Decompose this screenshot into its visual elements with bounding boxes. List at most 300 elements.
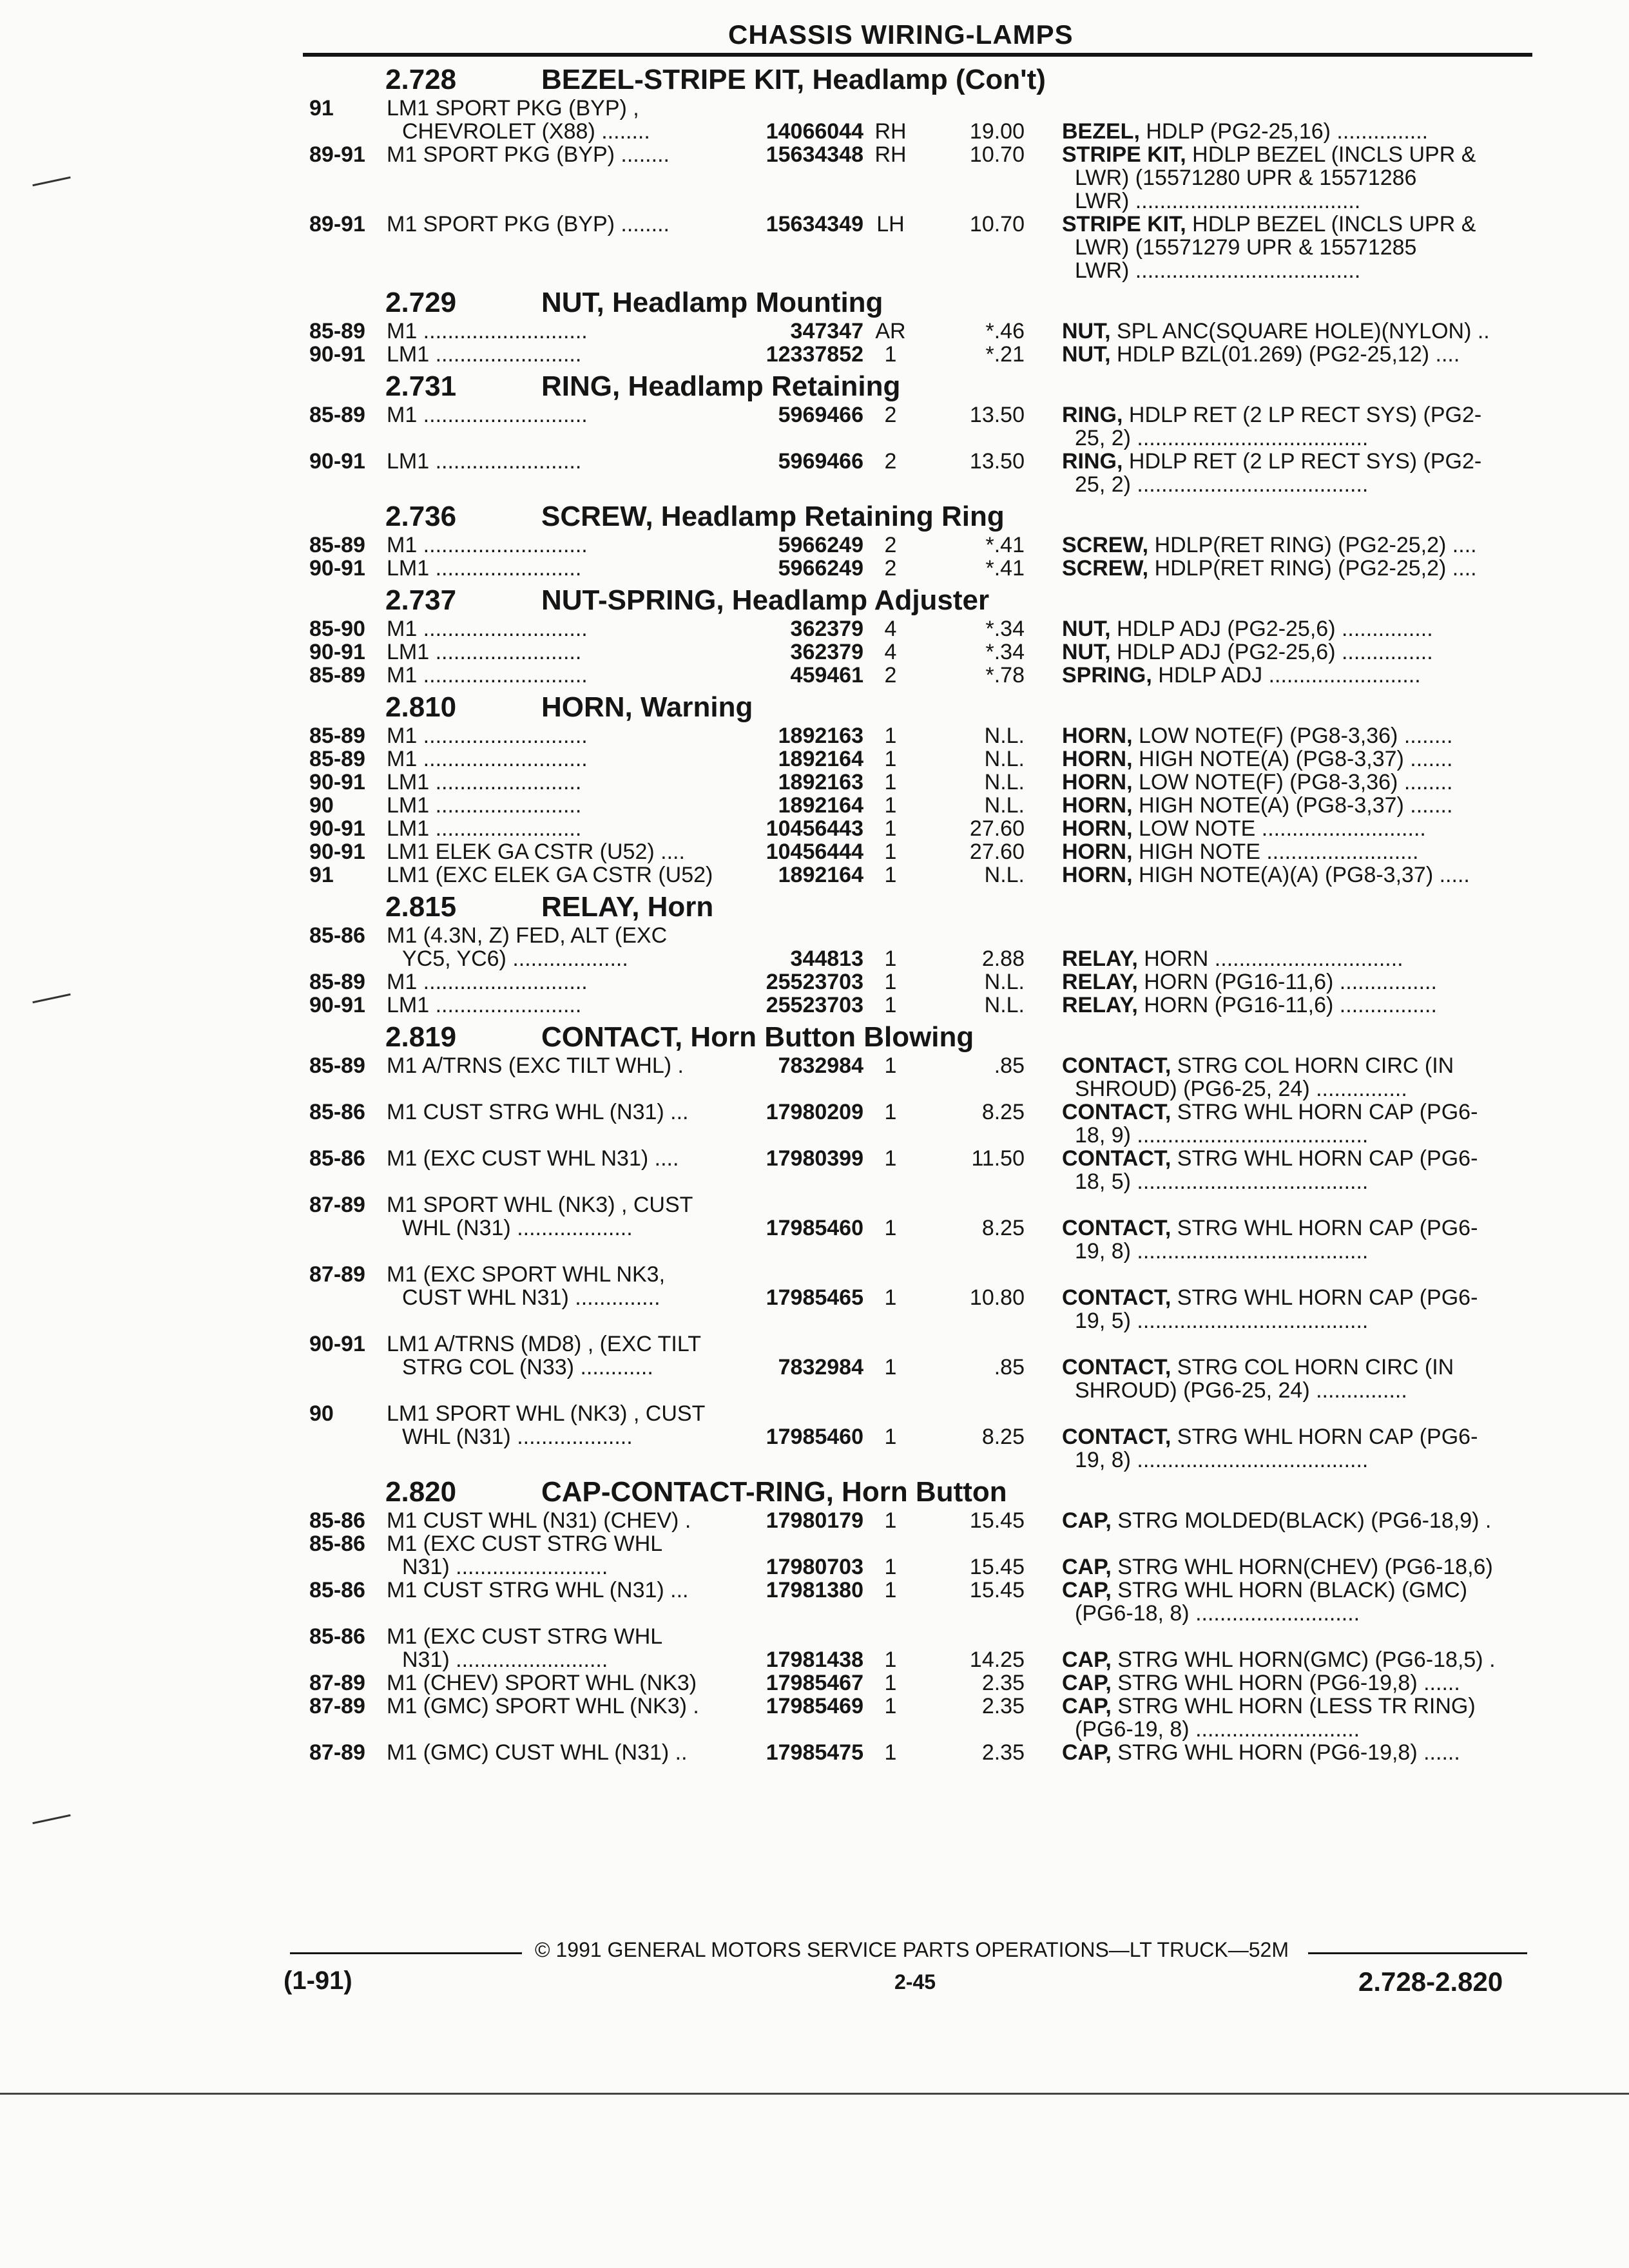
model-years: 85-86 [309, 923, 365, 948]
application: M1 CUST STRG WHL (N31) ... [387, 1579, 689, 1602]
description-detail: HDLP (PG2-25,16) ............... [1139, 120, 1429, 143]
model-years: 85-86 [309, 1146, 365, 1171]
description-detail: STRG WHL HORN(GMC) (PG6-18,5) . [1111, 1648, 1496, 1671]
part-number: 5969466 [778, 403, 863, 427]
model-years: 89-91 [309, 212, 365, 236]
description-noun: CONTACT, [1062, 1100, 1171, 1124]
quantity: 2 [884, 556, 897, 581]
description-detail: HDLP(RET RING) (PG2-25,2) .... [1148, 533, 1477, 557]
part-number: 25523703 [766, 993, 863, 1017]
part-number: 17985469 [766, 1694, 863, 1718]
application: M1 SPORT PKG (BYP) ........ [387, 213, 670, 236]
description-detail: STRG WHL HORN (PG6-19,8) ...... [1111, 1741, 1460, 1764]
model-years: 85-89 [309, 403, 365, 427]
application: M1 ........................... [387, 664, 588, 687]
section-title: NUT-SPRING, Headlamp Adjuster [541, 584, 990, 616]
description-detail: STRG COL HORN CIRC (IN [1171, 1356, 1454, 1379]
description-noun: CAP, [1062, 1671, 1112, 1695]
table-row [284, 1147, 1547, 1170]
price: 8.25 [981, 1100, 1025, 1124]
section-number: 2.728 [385, 64, 457, 95]
model-years: 90-91 [309, 993, 365, 1017]
section-heading [284, 1472, 1547, 1509]
quantity: 1 [884, 1355, 897, 1379]
table-row [284, 343, 1547, 366]
description [1062, 450, 1539, 473]
table-row [284, 1648, 1547, 1671]
quantity: 1 [884, 1694, 897, 1718]
description-noun: CONTACT, [1062, 1147, 1171, 1170]
description-noun: BEZEL, [1062, 120, 1140, 143]
quantity: 1 [884, 1146, 897, 1171]
description-continued: 18, 5) ...................................... [1075, 1170, 1369, 1193]
quantity: LH [876, 212, 905, 236]
table-row [284, 1100, 1547, 1124]
description [1062, 664, 1539, 687]
quantity: 1 [884, 947, 897, 971]
description-continued: SHROUD) (PG6-25, 24) ............... [1075, 1077, 1407, 1100]
catalog-section [284, 687, 1547, 887]
model-years: 85-86 [309, 1578, 365, 1602]
model-years: 90-91 [309, 840, 365, 864]
part-number: 17980399 [766, 1146, 863, 1171]
quantity: 4 [884, 617, 897, 641]
table-row [284, 771, 1547, 794]
table-row [284, 924, 1547, 947]
table-row [284, 1579, 1547, 1602]
description [1062, 794, 1539, 817]
price: .85 [994, 1355, 1025, 1379]
description-detail: STRG COL HORN CIRC (IN [1171, 1054, 1454, 1077]
price: 14.25 [969, 1648, 1025, 1672]
description-noun: HORN, [1062, 747, 1133, 771]
price: *.78 [985, 663, 1025, 687]
description-continued: 25, 2) ...................................... [1075, 473, 1369, 496]
part-number: 17980209 [766, 1100, 863, 1124]
model-years: 90-91 [309, 1332, 365, 1356]
part-number: 17981438 [766, 1648, 863, 1672]
description-detail: STRG WHL HORN CAP (PG6- [1171, 1286, 1478, 1309]
application: M1 CUST WHL (N31) (CHEV) . [387, 1509, 691, 1532]
table-row [284, 1216, 1547, 1240]
application: M1 (EXC CUST STRG WHL [387, 1625, 663, 1648]
price: N.L. [984, 747, 1025, 771]
application: M1 (GMC) CUST WHL (N31) .. [387, 1741, 688, 1764]
description-noun: STRIPE KIT, [1062, 143, 1186, 166]
application: M1 ........................... [387, 533, 588, 557]
quantity: RH [874, 142, 907, 167]
table-row [284, 1718, 1547, 1741]
quantity: 1 [884, 1285, 897, 1310]
description [1062, 1695, 1539, 1718]
description [1062, 863, 1539, 887]
quantity: 1 [884, 1508, 897, 1533]
description [1062, 213, 1539, 236]
description-noun: SCREW, [1062, 533, 1149, 557]
table-row [284, 320, 1547, 343]
description [1062, 724, 1539, 747]
description-noun: CONTACT, [1062, 1054, 1171, 1077]
footer-rule-left [290, 1952, 522, 1954]
description-detail: HIGH NOTE(A) (PG8-3,37) ....... [1132, 747, 1453, 771]
part-number: 1892164 [778, 747, 863, 771]
description-noun: SPRING, [1062, 664, 1152, 687]
section-heading [284, 887, 1547, 924]
catalog-section [284, 1017, 1547, 1472]
table-row [284, 1077, 1547, 1100]
description-detail: HIGH NOTE(A)(A) (PG8-3,37) ..... [1132, 863, 1470, 887]
table-row [284, 533, 1547, 557]
catalog-section [284, 282, 1547, 366]
price: 15.45 [969, 1555, 1025, 1579]
description-continued: 19, 8) ...................................... [1075, 1448, 1369, 1472]
table-row [284, 1240, 1547, 1263]
table-row [284, 1054, 1547, 1077]
application: N31) ......................... [402, 1648, 608, 1671]
description-noun: HORN, [1062, 771, 1133, 794]
table-row [284, 1509, 1547, 1532]
application: M1 ........................... [387, 970, 588, 994]
description-detail: HDLP(RET RING) (PG2-25,2) .... [1148, 557, 1477, 580]
description-detail: HDLP ADJ (PG2-25,6) ............... [1110, 640, 1433, 664]
table-row [284, 1425, 1547, 1448]
table-row [284, 120, 1547, 143]
application: LM1 A/TRNS (MD8) , (EXC TILT [387, 1332, 702, 1356]
model-years: 90-91 [309, 770, 365, 794]
price: N.L. [984, 863, 1025, 887]
model-years: 85-86 [309, 1508, 365, 1533]
application: LM1 (EXC ELEK GA CSTR (U52) [387, 863, 713, 887]
table-row [284, 747, 1547, 771]
margin-mark [32, 1814, 70, 1824]
application: M1 (EXC CUST WHL N31) .... [387, 1147, 679, 1170]
model-years: 85-86 [309, 1532, 365, 1556]
parts-list [284, 59, 1547, 1764]
description [1062, 1741, 1539, 1764]
description-detail: STRG WHL HORN CAP (PG6- [1171, 1100, 1478, 1124]
quantity: 1 [884, 793, 897, 818]
description [1062, 320, 1539, 343]
table-row [284, 724, 1547, 747]
description-continued: 19, 8) ...................................... [1075, 1240, 1369, 1263]
table-row [284, 1625, 1547, 1648]
model-years: 85-89 [309, 970, 365, 994]
part-number: 12337852 [766, 342, 863, 367]
application: LM1 ........................ [387, 557, 582, 580]
description-noun: CONTACT, [1062, 1356, 1171, 1379]
description [1062, 403, 1539, 427]
quantity: 1 [884, 816, 897, 841]
catalog-section [284, 59, 1547, 282]
section-title: BEZEL-STRIPE KIT, Headlamp (Con't) [541, 64, 1046, 95]
table-row [284, 1532, 1547, 1555]
description [1062, 1648, 1539, 1671]
part-number: 459461 [790, 663, 863, 687]
model-years: 85-89 [309, 1053, 365, 1078]
description-noun: CAP, [1062, 1741, 1112, 1764]
part-number: 5969466 [778, 449, 863, 474]
table-row [284, 473, 1547, 496]
description [1062, 1671, 1539, 1695]
section-heading [284, 1017, 1547, 1054]
application: M1 ........................... [387, 617, 588, 640]
part-number: 25523703 [766, 970, 863, 994]
table-row [284, 840, 1547, 863]
catalog-section [284, 366, 1547, 496]
description-detail: SPL ANC(SQUARE HOLE)(NYLON) .. [1110, 320, 1490, 343]
catalog-section [284, 1472, 1547, 1764]
description-detail: HDLP RET (2 LP RECT SYS) (PG2- [1123, 403, 1482, 427]
part-number: 17985460 [766, 1425, 863, 1449]
application: M1 ........................... [387, 320, 588, 343]
footer-page-number: 2-45 [894, 1970, 936, 1994]
catalog-section [284, 496, 1547, 580]
section-heading [284, 366, 1547, 403]
quantity: 4 [884, 640, 897, 664]
description-detail: HIGH NOTE ......................... [1132, 840, 1419, 863]
price: *.21 [985, 342, 1025, 367]
description [1062, 1579, 1539, 1602]
description [1062, 970, 1539, 994]
application: LM1 ........................ [387, 794, 582, 817]
description-detail: STRG WHL HORN CAP (PG6- [1171, 1216, 1478, 1240]
table-row [284, 1695, 1547, 1718]
application: M1 SPORT PKG (BYP) ........ [387, 143, 670, 166]
model-years: 91 [309, 863, 334, 887]
description-detail: HORN (PG16-11,6) ................ [1137, 970, 1437, 994]
description-noun: HORN, [1062, 863, 1133, 887]
catalog-section [284, 887, 1547, 1017]
table-row [284, 1309, 1547, 1332]
model-years: 87-89 [309, 1694, 365, 1718]
description-detail: STRG MOLDED(BLACK) (PG6-18,9) . [1111, 1509, 1492, 1532]
description-detail: HDLP RET (2 LP RECT SYS) (PG2- [1123, 450, 1482, 473]
model-years: 87-89 [309, 1740, 365, 1765]
description [1062, 120, 1539, 143]
header-rule [303, 53, 1532, 57]
model-years: 85-89 [309, 724, 365, 748]
description [1062, 617, 1539, 640]
description [1062, 1216, 1539, 1240]
price: 15.45 [969, 1508, 1025, 1533]
section-number: 2.819 [385, 1021, 457, 1053]
description-noun: CONTACT, [1062, 1425, 1171, 1448]
table-row [284, 236, 1547, 259]
description-noun: HORN, [1062, 840, 1133, 863]
description-noun: HORN, [1062, 794, 1133, 817]
quantity: RH [874, 119, 907, 144]
price: 2.88 [981, 947, 1025, 971]
quantity: 1 [884, 1671, 897, 1695]
model-years: 87-89 [309, 1193, 365, 1217]
application: M1 (EXC CUST STRG WHL [387, 1532, 663, 1555]
quantity: 1 [884, 993, 897, 1017]
model-years: 85-86 [309, 1624, 365, 1649]
part-number: 17985475 [766, 1740, 863, 1765]
application: LM1 ........................ [387, 994, 582, 1017]
application: WHL (N31) ................... [402, 1216, 633, 1240]
part-number: 15634349 [766, 212, 863, 236]
description-continued: 19, 5) ...................................... [1075, 1309, 1369, 1332]
description-detail: HORN ............................... [1137, 947, 1403, 970]
description-noun: HORN, [1062, 817, 1133, 840]
price: N.L. [984, 970, 1025, 994]
catalog-section [284, 580, 1547, 687]
part-number: 5966249 [778, 533, 863, 557]
price: 8.25 [981, 1216, 1025, 1240]
description-detail: STRG WHL HORN (PG6-19,8) ...... [1111, 1671, 1460, 1695]
table-row [284, 617, 1547, 640]
quantity: 1 [884, 1425, 897, 1449]
quantity: 1 [884, 863, 897, 887]
table-row [284, 1332, 1547, 1356]
price: 27.60 [969, 840, 1025, 864]
application: M1 ........................... [387, 747, 588, 771]
description-continued: (PG6-18, 8) ........................... [1075, 1602, 1360, 1625]
description-noun: NUT, [1062, 640, 1111, 664]
section-title: RING, Headlamp Retaining [541, 370, 901, 402]
application: LM1 ELEK GA CSTR (U52) .... [387, 840, 685, 863]
table-row [284, 403, 1547, 427]
description-noun: CAP, [1062, 1648, 1112, 1671]
table-row [284, 1124, 1547, 1147]
table-row [284, 1286, 1547, 1309]
description-detail: STRG WHL HORN (BLACK) (GMC) [1111, 1579, 1468, 1602]
description [1062, 947, 1539, 970]
description-detail: STRG WHL HORN CAP (PG6- [1171, 1425, 1478, 1448]
price: 10.70 [969, 212, 1025, 236]
application: M1 SPORT WHL (NK3) , CUST [387, 1193, 693, 1216]
price: 10.70 [969, 142, 1025, 167]
part-number: 7832984 [778, 1053, 863, 1078]
description-noun: STRIPE KIT, [1062, 213, 1186, 236]
footer-rule-right [1308, 1952, 1527, 1954]
part-number: 17980179 [766, 1508, 863, 1533]
price: 13.50 [969, 403, 1025, 427]
table-row [284, 1170, 1547, 1193]
table-row [284, 1671, 1547, 1695]
price: 19.00 [969, 119, 1025, 144]
table-row [284, 1602, 1547, 1625]
quantity: 1 [884, 747, 897, 771]
description-noun: CONTACT, [1062, 1216, 1171, 1240]
model-years: 87-89 [309, 1671, 365, 1695]
price: 13.50 [969, 449, 1025, 474]
description [1062, 771, 1539, 794]
part-number: 362379 [790, 617, 863, 641]
description-detail: LOW NOTE(F) (PG8-3,36) ........ [1132, 771, 1453, 794]
application: LM1 SPORT PKG (BYP) , [387, 97, 639, 120]
description-noun: SCREW, [1062, 557, 1149, 580]
section-number: 2.736 [385, 501, 457, 532]
application: M1 (4.3N, Z) FED, ALT (EXC [387, 924, 668, 947]
model-years: 85-89 [309, 319, 365, 343]
description-detail: STRG WHL HORN CAP (PG6- [1171, 1147, 1478, 1170]
price: 15.45 [969, 1578, 1025, 1602]
description [1062, 1286, 1539, 1309]
margin-mark [32, 994, 70, 1003]
application: M1 (GMC) SPORT WHL (NK3) . [387, 1695, 699, 1718]
price: N.L. [984, 724, 1025, 748]
description [1062, 557, 1539, 580]
application: LM1 SPORT WHL (NK3) , CUST [387, 1402, 706, 1425]
table-row [284, 947, 1547, 970]
section-heading [284, 282, 1547, 320]
scan-edge-rule [0, 2093, 1629, 2095]
quantity: 2 [884, 403, 897, 427]
description-noun: RELAY, [1062, 970, 1138, 994]
quantity: 2 [884, 533, 897, 557]
table-row [284, 863, 1547, 887]
quantity: 1 [884, 1216, 897, 1240]
part-number: 14066044 [766, 119, 863, 144]
quantity: 1 [884, 724, 897, 748]
section-heading [284, 687, 1547, 724]
footer-date: (1-91) [284, 1966, 352, 1995]
table-row [284, 1263, 1547, 1286]
quantity: 1 [884, 970, 897, 994]
table-row [284, 143, 1547, 166]
section-heading [284, 580, 1547, 617]
description [1062, 994, 1539, 1017]
section-heading [284, 496, 1547, 533]
price: N.L. [984, 993, 1025, 1017]
price: .85 [994, 1053, 1025, 1078]
description-continued: LWR) ..................................... [1075, 189, 1361, 213]
model-years: 85-89 [309, 663, 365, 687]
price: 10.80 [969, 1285, 1025, 1310]
model-years: 90 [309, 1401, 334, 1426]
model-years: 91 [309, 96, 334, 120]
model-years: 90-91 [309, 449, 365, 474]
description-noun: HORN, [1062, 724, 1133, 747]
table-row [284, 427, 1547, 450]
section-number: 2.729 [385, 287, 457, 318]
part-number: 17985465 [766, 1285, 863, 1310]
quantity: AR [875, 319, 906, 343]
part-number: 10456444 [766, 840, 863, 864]
application: M1 CUST STRG WHL (N31) ... [387, 1100, 689, 1124]
section-number: 2.815 [385, 891, 457, 923]
description-noun: CAP, [1062, 1579, 1112, 1602]
price: *.34 [985, 617, 1025, 641]
page-header-title: CHASSIS WIRING-LAMPS [728, 19, 1074, 50]
description-detail: HORN (PG16-11,6) ................ [1137, 994, 1437, 1017]
table-row [284, 1555, 1547, 1579]
description-continued: 18, 9) ...................................... [1075, 1124, 1369, 1147]
part-number: 15634348 [766, 142, 863, 167]
part-number: 17985467 [766, 1671, 863, 1695]
section-number: 2.810 [385, 691, 457, 723]
table-row [284, 1402, 1547, 1425]
section-number: 2.731 [385, 370, 457, 402]
description-detail: HDLP BEZEL (INCLS UPR & [1186, 143, 1476, 166]
table-row [284, 1379, 1547, 1402]
part-number: 7832984 [778, 1355, 863, 1379]
part-number: 344813 [790, 947, 863, 971]
model-years: 87-89 [309, 1262, 365, 1287]
table-row [284, 970, 1547, 994]
description-detail: HDLP ADJ ......................... [1152, 664, 1421, 687]
table-row [284, 557, 1547, 580]
footer-copyright: © 1991 GENERAL MOTORS SERVICE PARTS OPERATIONS—LT TRUCK—52M [535, 1938, 1289, 1961]
description-noun: CAP, [1062, 1555, 1112, 1579]
description-noun: NUT, [1062, 320, 1111, 343]
table-row [284, 640, 1547, 664]
model-years: 90-91 [309, 816, 365, 841]
quantity: 2 [884, 449, 897, 474]
price: 2.35 [981, 1740, 1025, 1765]
